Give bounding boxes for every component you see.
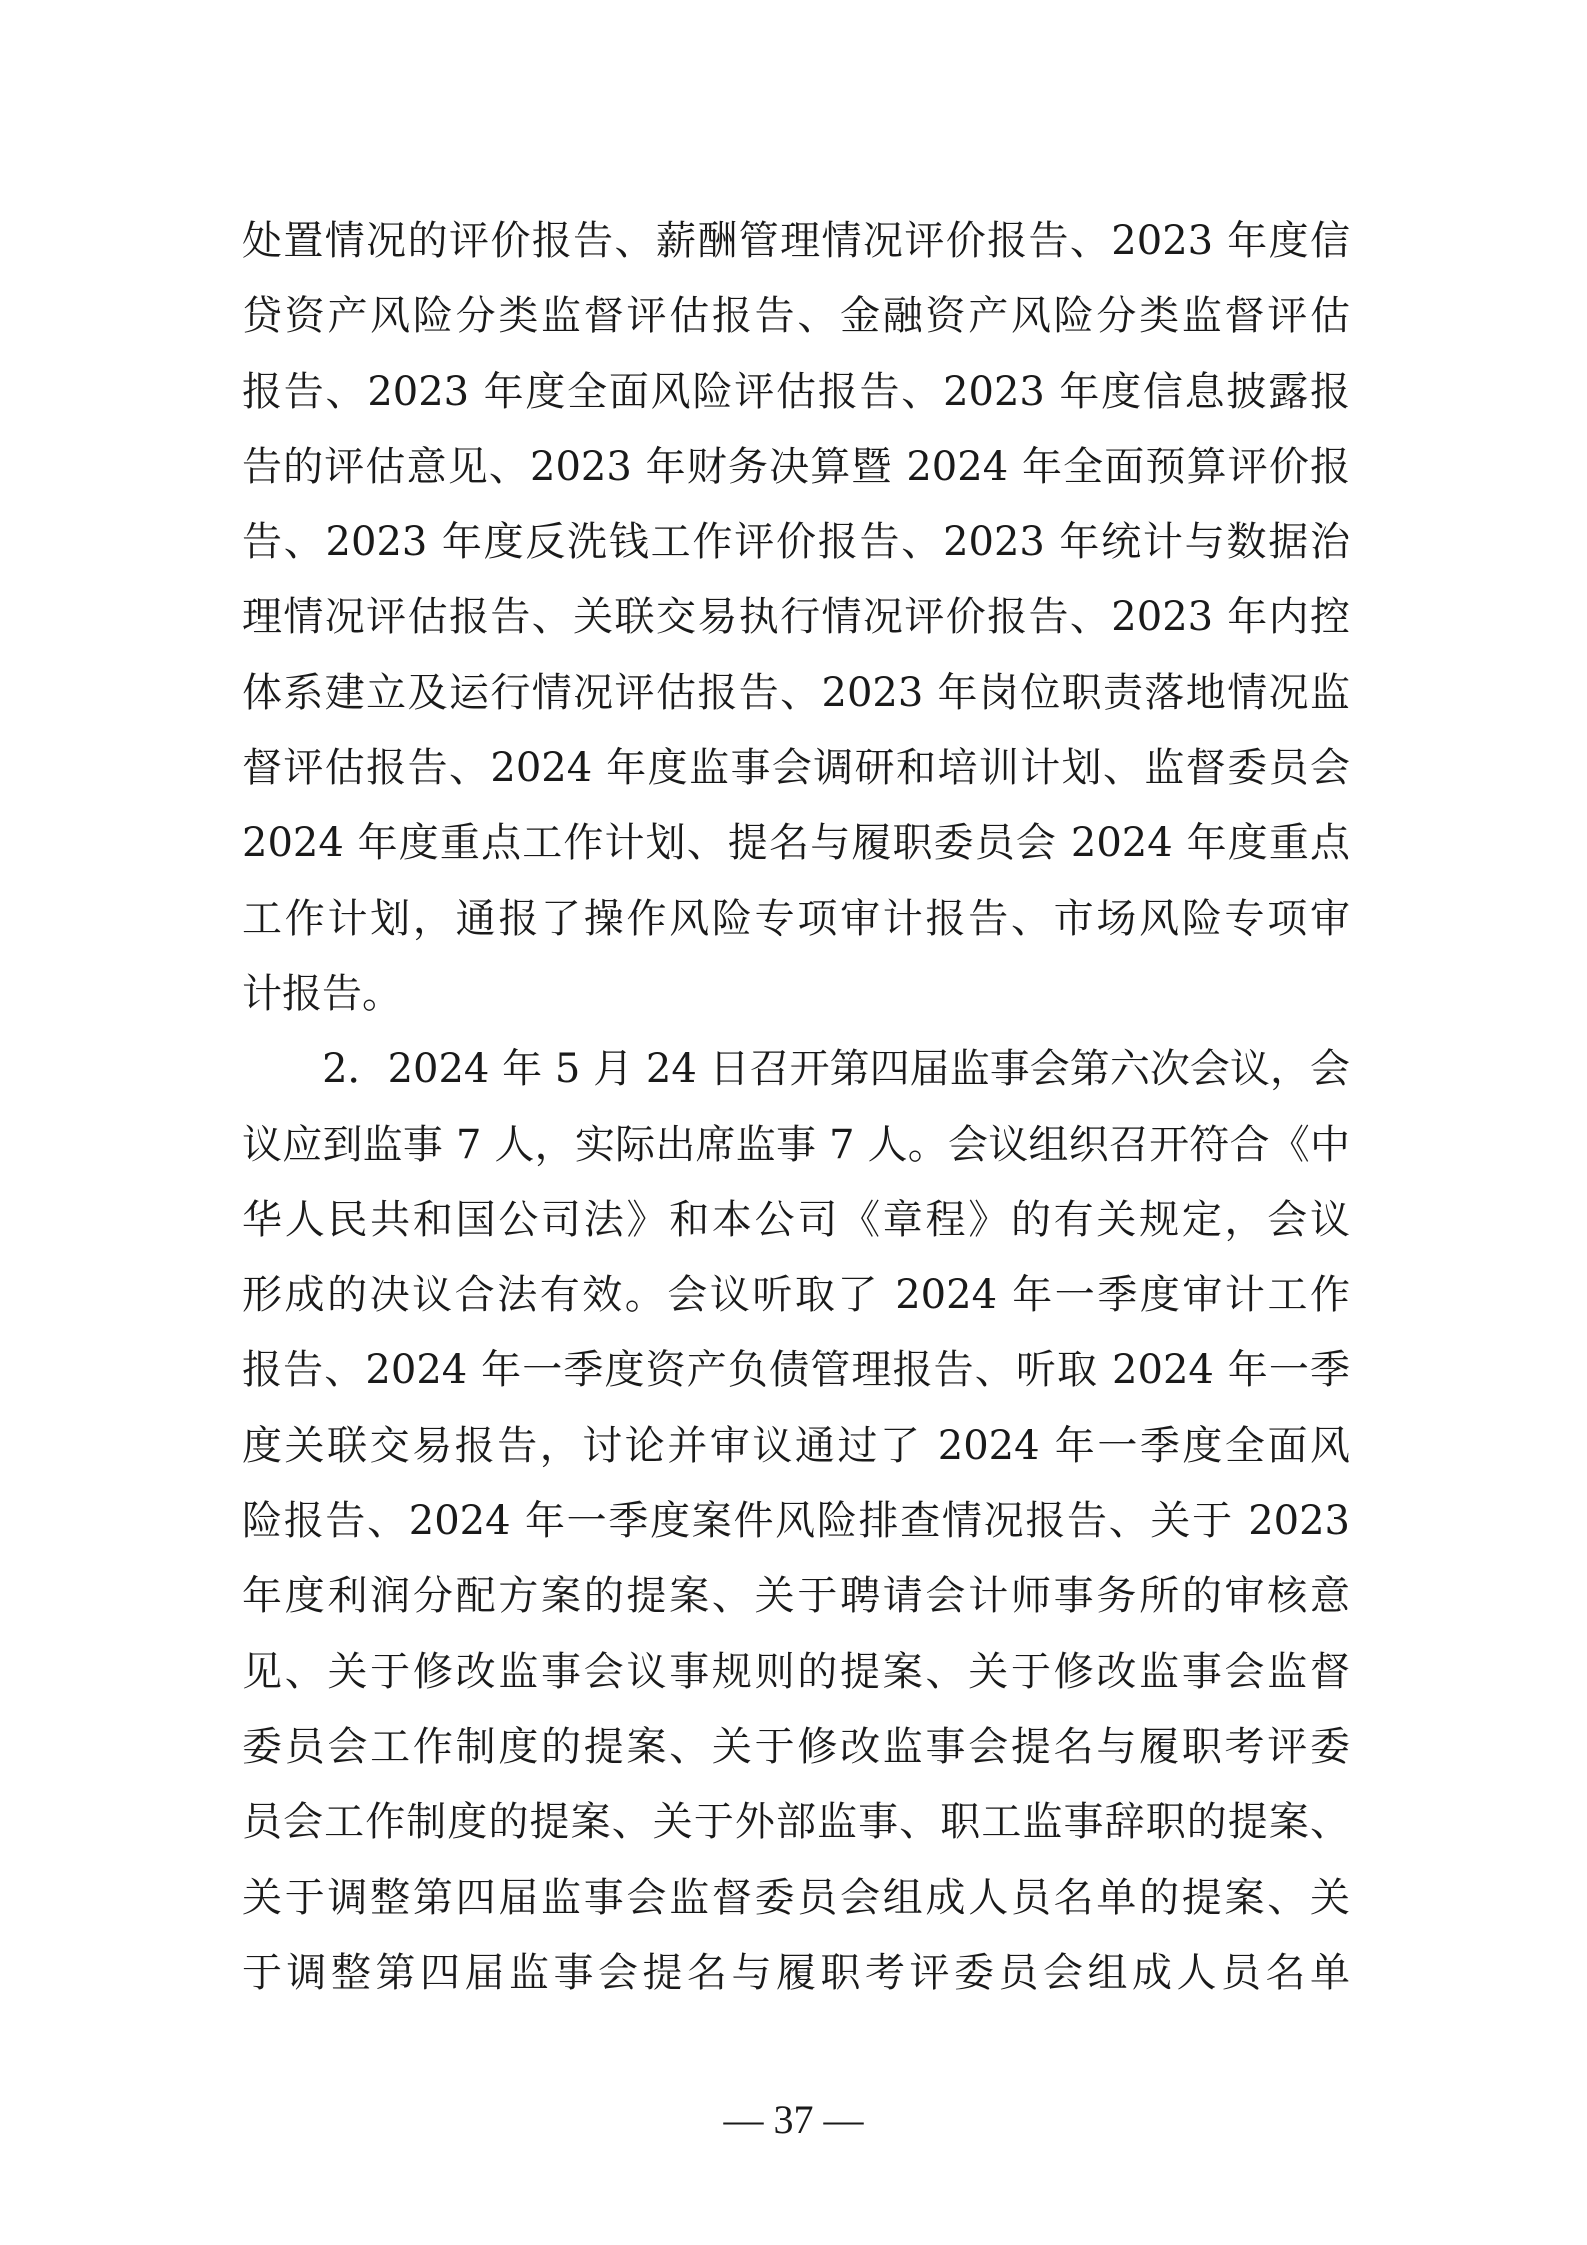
text-line: 关于调整第四届监事会监督委员会组成人员名单的提案、关 bbox=[242, 1874, 1350, 1921]
text-line: 险报告、2024 年一季度案件风险排查情况报告、关于 2023 bbox=[242, 1498, 1350, 1545]
paragraph-start-line: 2．2024 年 5 月 24 日召开第四届监事会第六次会议，会 bbox=[242, 1046, 1350, 1093]
text-line: 议应到监事 7 人，实际出席监事 7 人。会议组织召开符合《中 bbox=[242, 1121, 1350, 1168]
text-line: 督评估报告、2024 年度监事会调研和培训计划、监督委员会 bbox=[242, 745, 1350, 792]
text-line: 2024 年度重点工作计划、提名与履职委员会 2024 年度重点 bbox=[242, 820, 1350, 867]
text-line: 华人民共和国公司法》和本公司《章程》的有关规定，会议 bbox=[242, 1196, 1350, 1243]
text-line: 工作计划，通报了操作风险专项审计报告、市场风险专项审 bbox=[242, 895, 1350, 942]
page-number: — 37 — bbox=[723, 2097, 864, 2142]
text-line: 理情况评估报告、关联交易执行情况评价报告、2023 年内控 bbox=[242, 594, 1350, 641]
text-line: 度关联交易报告，讨论并审议通过了 2024 年一季度全面风 bbox=[242, 1422, 1350, 1469]
text-line: 告的评估意见、2023 年财务决算暨 2024 年全面预算评价报 bbox=[242, 443, 1350, 490]
text-line: 体系建立及运行情况评估报告、2023 年岗位职责落地情况监 bbox=[242, 669, 1350, 716]
text-line: 员会工作制度的提案、关于外部监事、职工监事辞职的提案、 bbox=[242, 1799, 1350, 1846]
text-line: 计报告。 bbox=[242, 970, 402, 1017]
text-line: 告、2023 年度反洗钱工作评价报告、2023 年统计与数据治 bbox=[242, 519, 1350, 566]
text-line: 贷资产风险分类监督评估报告、金融资产风险分类监督评估 bbox=[242, 293, 1350, 340]
text-line: 委员会工作制度的提案、关于修改监事会提名与履职考评委 bbox=[242, 1723, 1350, 1770]
text-line: 处置情况的评价报告、薪酬管理情况评价报告、2023 年度信 bbox=[242, 218, 1350, 264]
text-line: 于调整第四届监事会提名与履职考评委员会组成人员名单 bbox=[242, 1949, 1350, 1996]
text-line: 形成的决议合法有效。会议听取了 2024 年一季度审计工作 bbox=[242, 1272, 1350, 1319]
text-line: 报告、2023 年度全面风险评估报告、2023 年度信息披露报 bbox=[242, 368, 1350, 415]
body-text bbox=[242, 204, 1350, 2011]
text-line: 报告、2024 年一季度资产负债管理报告、听取 2024 年一季 bbox=[242, 1347, 1350, 1394]
text-line: 见、关于修改监事会议事规则的提案、关于修改监事会监督 bbox=[242, 1648, 1350, 1695]
text-line: 年度利润分配方案的提案、关于聘请会计师事务所的审核意 bbox=[242, 1573, 1350, 1620]
